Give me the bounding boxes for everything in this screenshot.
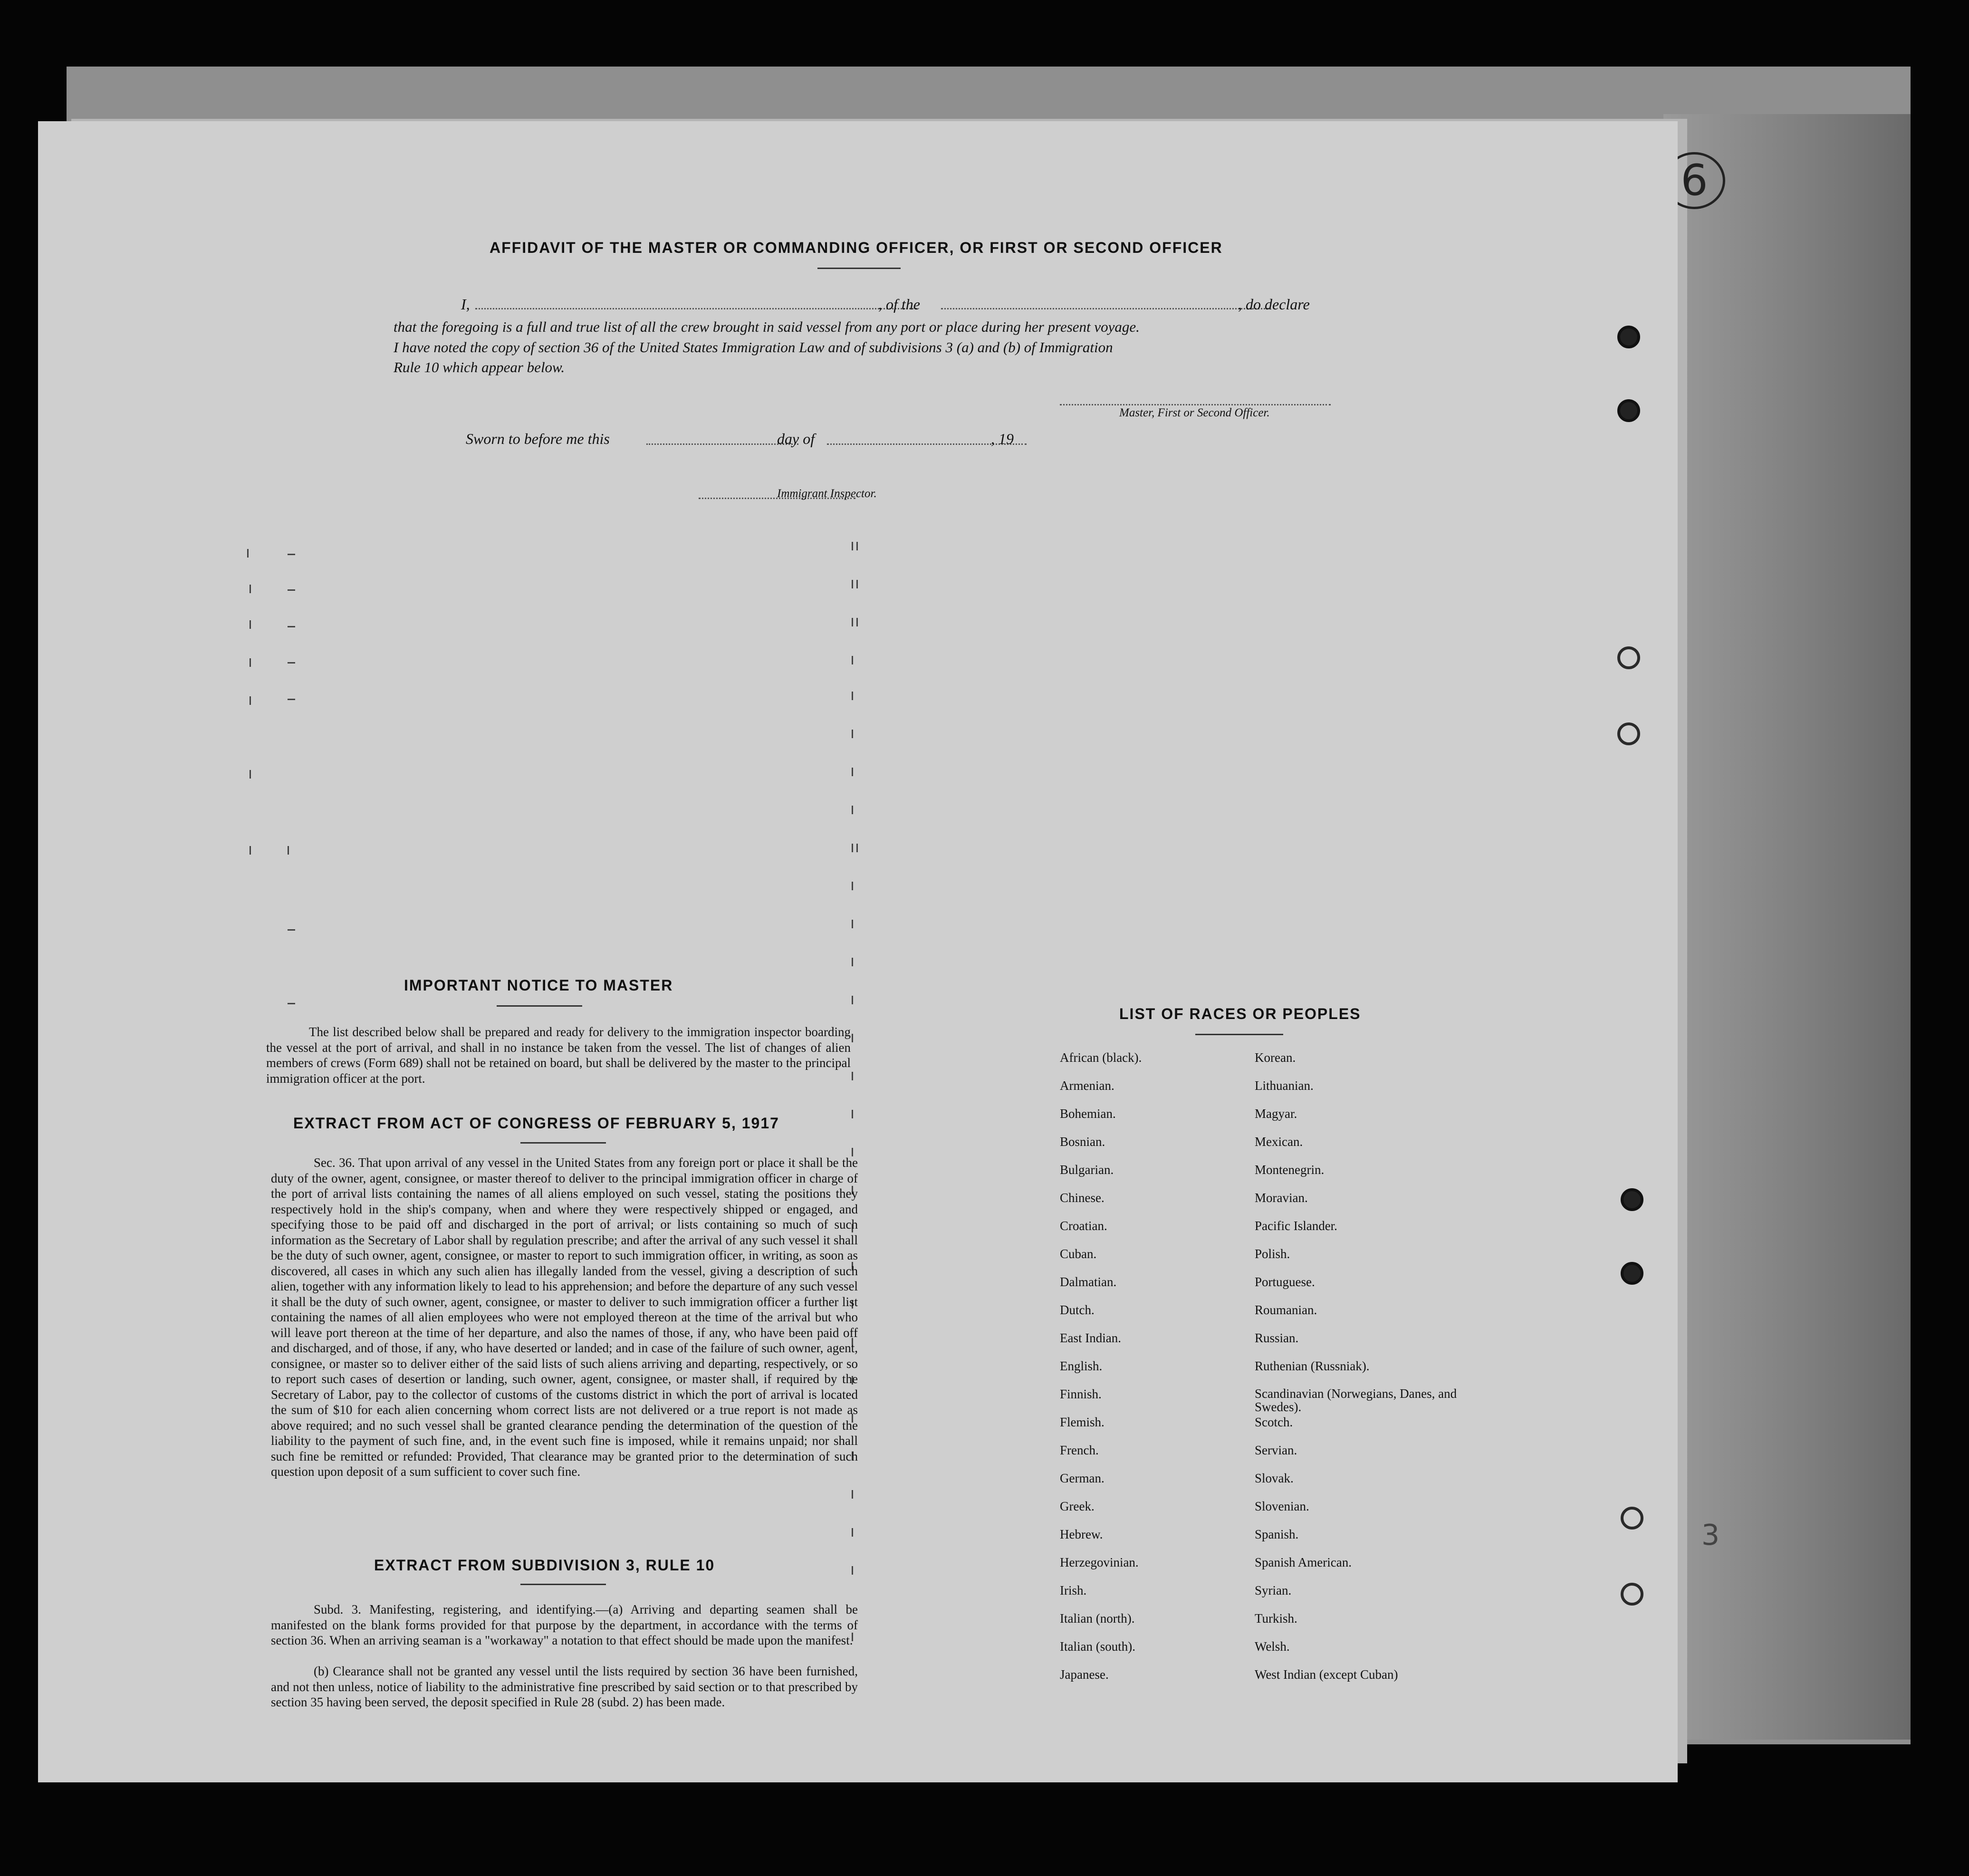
- bleed-mark: [250, 585, 251, 593]
- bleed-mark: [852, 730, 853, 738]
- vessel-name-field[interactable]: [941, 308, 1269, 309]
- race-item: Russian.: [1255, 1331, 1299, 1345]
- punch-hole: [1617, 646, 1640, 669]
- race-item: Armenian.: [1060, 1078, 1114, 1093]
- bleed-mark: [288, 929, 295, 931]
- bleed-mark: [852, 542, 853, 550]
- extract-rule-title: EXTRACT FROM SUBDIVISION 3, RULE 10: [374, 1557, 715, 1574]
- races-title-rule: [1195, 1034, 1283, 1035]
- bleed-mark: [852, 580, 853, 588]
- signature-label: Master, First or Second Officer.: [1119, 406, 1270, 419]
- notice-text: [266, 1024, 851, 1086]
- bleed-mark: [852, 806, 853, 814]
- bleed-mark: [852, 768, 853, 776]
- sworn-end: , 19: [991, 430, 1014, 447]
- bleed-mark: [852, 844, 853, 852]
- extract-act-title-rule: [520, 1142, 606, 1144]
- bleed-mark: [852, 882, 853, 890]
- affidavit-title-rule: [817, 268, 901, 269]
- bleed-mark: [852, 1490, 853, 1499]
- bleed-mark: [250, 770, 251, 779]
- extract-rule-para-b-body: (b) Clearance shall not be granted any vessel until the lists required by section 36 have been furnished, and not then unless, notice of liability to the administrative fine prescribed by said section or to that prescribed by section 35 having been served, the deposit specified in Rule 28 (subd. 2) has been made.: [271, 1664, 858, 1709]
- race-item: Slovak.: [1255, 1471, 1294, 1485]
- punch-hole: [1617, 722, 1640, 745]
- races-right-column: [1255, 1050, 1473, 1695]
- punch-hole: [1617, 326, 1640, 348]
- race-item: French.: [1060, 1443, 1099, 1457]
- affidavit-line1-mid: , of the: [878, 296, 920, 313]
- bleed-mark: [852, 1034, 853, 1042]
- races-left-column: [1060, 1050, 1259, 1695]
- sworn-prefix: Sworn to before me this: [466, 430, 610, 447]
- bleed-mark: [852, 1072, 853, 1080]
- race-item: Bohemian.: [1060, 1106, 1116, 1121]
- race-item: Lithuanian.: [1255, 1078, 1314, 1093]
- bleed-mark: [856, 618, 858, 626]
- race-item: Cuban.: [1060, 1247, 1097, 1261]
- bleed-mark: [288, 626, 295, 627]
- race-item: Japanese.: [1060, 1667, 1109, 1682]
- race-item: Greek.: [1060, 1499, 1095, 1513]
- extract-act-body: Sec. 36. That upon arrival of any vessel in the United States from any foreign port or place it shall be the duty of the owner, agent, consignee, or master thereof to deliver to the principal immigration officer in charge of the port of arrival lists containing the names of all aliens employed on such vessel, stating the positions they respectively hold in the ship's company, when and where they were respectively shipped or engaged, and specifying those to be paid off and discharged in the port of arrival; or lists containing so much of such information as the Secretary of Labor shall by regulation prescribe; and after the arrival of any such vessel it shall be the duty of such owner, agent, consignee, or master to report to such immigration officer, in writing, as soon as discovered, all cases in which any such alien has illegally landed from the vessel, giving a description of such alien, together with any information likely to lead to his apprehension; and before the departure of any such vessel it shall be the duty of such owner, agent, consignee, or master to deliver to such immigration officer a further list containing the names of all alien employees who were not employed thereon at the time of the arrival but who will leave port thereon at the time of her departure, and also the names of those, if any, who have been paid off and discharged, and of those, if any, who have deserted or landed; and in case of the failure of such owner, agent, consignee, or master so to deliver either of the said lists of such aliens arriving and departing, respectively, or so to report such cases of desertion or landing, such owner, agent, consignee, or master shall, if required by the Secretary of Labor, pay to the collector of customs of the customs district in which the port of arrival is located the sum of $10 for each alien concerning whom correct lists are not delivered or a true report is not made as above required; and no such vessel shall be granted clearance pending the determination of the question of the liability to the payment of such fine, and, in the event such fine is imposed, while it remains unpaid; nor shall such fine be remitted or refunded: Provided, That clearance may be granted prior to the determination of such question upon deposit of a sum sufficient to cover such fine.: [271, 1155, 858, 1479]
- race-item: Finnish.: [1060, 1387, 1102, 1401]
- notice-title: IMPORTANT NOTICE TO MASTER: [404, 977, 673, 994]
- race-item: Turkish.: [1255, 1611, 1297, 1626]
- affidavit-title: AFFIDAVIT OF THE MASTER OR COMMANDING OFFICER, OR FIRST OR SECOND OFFICER: [490, 239, 1223, 256]
- race-item: Scotch.: [1255, 1415, 1293, 1429]
- bleed-mark: [250, 658, 251, 667]
- page-number-annotation: 6: [1663, 152, 1725, 209]
- race-item: Roumanian.: [1255, 1303, 1317, 1317]
- sworn-mid: day of: [777, 430, 815, 447]
- bleed-mark: [250, 846, 251, 855]
- race-item: Magyar.: [1255, 1106, 1297, 1121]
- bleed-mark: [288, 846, 289, 855]
- affidavit-line1-prefix: I,: [461, 296, 470, 313]
- bleed-mark: [856, 844, 858, 852]
- notice-title-rule: [497, 1005, 582, 1007]
- bleed-mark: [852, 656, 853, 664]
- punch-hole: [1621, 1188, 1643, 1211]
- bleed-mark: [250, 696, 251, 705]
- bleed-mark: [852, 1566, 853, 1575]
- race-item: Bosnian.: [1060, 1135, 1105, 1149]
- race-item: African (black).: [1060, 1050, 1142, 1065]
- race-item: Chinese.: [1060, 1191, 1105, 1205]
- race-item: Moravian.: [1255, 1191, 1308, 1205]
- race-item: Spanish.: [1255, 1527, 1299, 1541]
- punch-hole: [1621, 1583, 1643, 1606]
- bleed-mark: [852, 1110, 853, 1118]
- race-item: Italian (south).: [1060, 1639, 1135, 1654]
- race-item: Spanish American.: [1255, 1555, 1352, 1569]
- extract-act-title: EXTRACT FROM ACT OF CONGRESS OF FEBRUARY 5, 1917: [293, 1115, 779, 1132]
- race-item: German.: [1060, 1471, 1105, 1485]
- race-item: Croatian.: [1060, 1219, 1107, 1233]
- race-item: Slovenian.: [1255, 1499, 1309, 1513]
- master-name-field[interactable]: [475, 308, 917, 309]
- bleed-mark: [288, 589, 295, 591]
- race-item: Dalmatian.: [1060, 1275, 1117, 1289]
- race-item: Welsh.: [1255, 1639, 1290, 1654]
- bleed-mark: [852, 1528, 853, 1537]
- race-item: Bulgarian.: [1060, 1163, 1114, 1177]
- signature-field[interactable]: [1060, 404, 1331, 405]
- affidavit-line3: I have noted the copy of section 36 of the United States Immigration Law and of subdivisions 3 (a) and (b) of Immigration: [394, 339, 1113, 356]
- races-title: LIST OF RACES OR PEOPLES: [1119, 1005, 1361, 1022]
- race-item: Ruthenian (Russniak).: [1255, 1359, 1370, 1373]
- race-item: Dutch.: [1060, 1303, 1095, 1317]
- race-item: Portuguese.: [1255, 1275, 1315, 1289]
- punch-hole: [1617, 399, 1640, 422]
- bleed-mark: [288, 699, 295, 700]
- race-item: Italian (north).: [1060, 1611, 1135, 1626]
- punch-hole: [1621, 1507, 1643, 1530]
- margin-number-annotation: 3: [1701, 1519, 1720, 1552]
- bleed-mark: [856, 542, 858, 550]
- extract-rule-para-a-body: Subd. 3. Manifesting, registering, and identifying.—(a) Arriving and departing seamen shall be manifested on the blank forms provided for that purpose by the department, in accordance with the terms of section 36. When an arriving seaman is a "workaway" a notation to that effect should be made upon the manifest.: [271, 1602, 858, 1647]
- race-item: West Indian (except Cuban): [1255, 1667, 1398, 1682]
- race-item: Flemish.: [1060, 1415, 1105, 1429]
- bleed-mark: [852, 692, 853, 700]
- bleed-mark: [856, 580, 858, 588]
- notice-body: The list described below shall be prepared and ready for delivery to the immigration inspector boarding the vessel at the port of arrival, and shall in no instance be taken from the vessel. The list of changes of alien members of crews (Form 689) shall not be retained on board, but shall be delivered by the master to the principal immigration officer at the port.: [266, 1025, 851, 1086]
- race-item: Korean.: [1255, 1050, 1296, 1065]
- race-item: Pacific Islander.: [1255, 1219, 1337, 1233]
- bleed-mark: [852, 618, 853, 626]
- form-page: [38, 121, 1720, 1782]
- sworn-day-field[interactable]: [646, 443, 798, 445]
- affidavit-line1-end: , do declare: [1238, 296, 1310, 313]
- race-item: Herzegovinian.: [1060, 1555, 1139, 1569]
- affidavit-line2: that the foregoing is a full and true list of all the crew brought in said vessel from any port or place during her present voyage.: [394, 318, 1140, 335]
- punch-hole: [1621, 1262, 1643, 1285]
- race-item: Polish.: [1255, 1247, 1290, 1261]
- bleed-mark: [288, 662, 295, 664]
- inspector-label: Immigrant Inspector.: [777, 487, 877, 500]
- bleed-mark: [288, 554, 295, 555]
- race-item: Mexican.: [1255, 1135, 1303, 1149]
- back-sheet-edge: [1663, 114, 1911, 1740]
- extract-act-text: [271, 1155, 858, 1480]
- race-item: Hebrew.: [1060, 1527, 1103, 1541]
- race-item: Servian.: [1255, 1443, 1297, 1457]
- bleed-mark: [250, 620, 251, 629]
- race-item: Irish.: [1060, 1583, 1087, 1597]
- extract-rule-para-b: [271, 1664, 858, 1710]
- race-item: Montenegrin.: [1255, 1163, 1325, 1177]
- bleed-mark: [852, 996, 853, 1004]
- race-item: East Indian.: [1060, 1331, 1121, 1345]
- race-item: English.: [1060, 1359, 1103, 1373]
- race-item: Scandinavian (Norwegians, Danes, and Swedes).: [1255, 1386, 1457, 1414]
- affidavit-line4: Rule 10 which appear below.: [394, 359, 565, 375]
- bleed-mark: [852, 920, 853, 928]
- bleed-mark: [852, 958, 853, 966]
- extract-rule-para-a: [271, 1602, 858, 1648]
- extract-rule-title-rule: [520, 1584, 606, 1585]
- bleed-mark: [288, 1003, 295, 1004]
- race-item: Syrian.: [1255, 1583, 1292, 1597]
- bleed-mark: [247, 549, 249, 558]
